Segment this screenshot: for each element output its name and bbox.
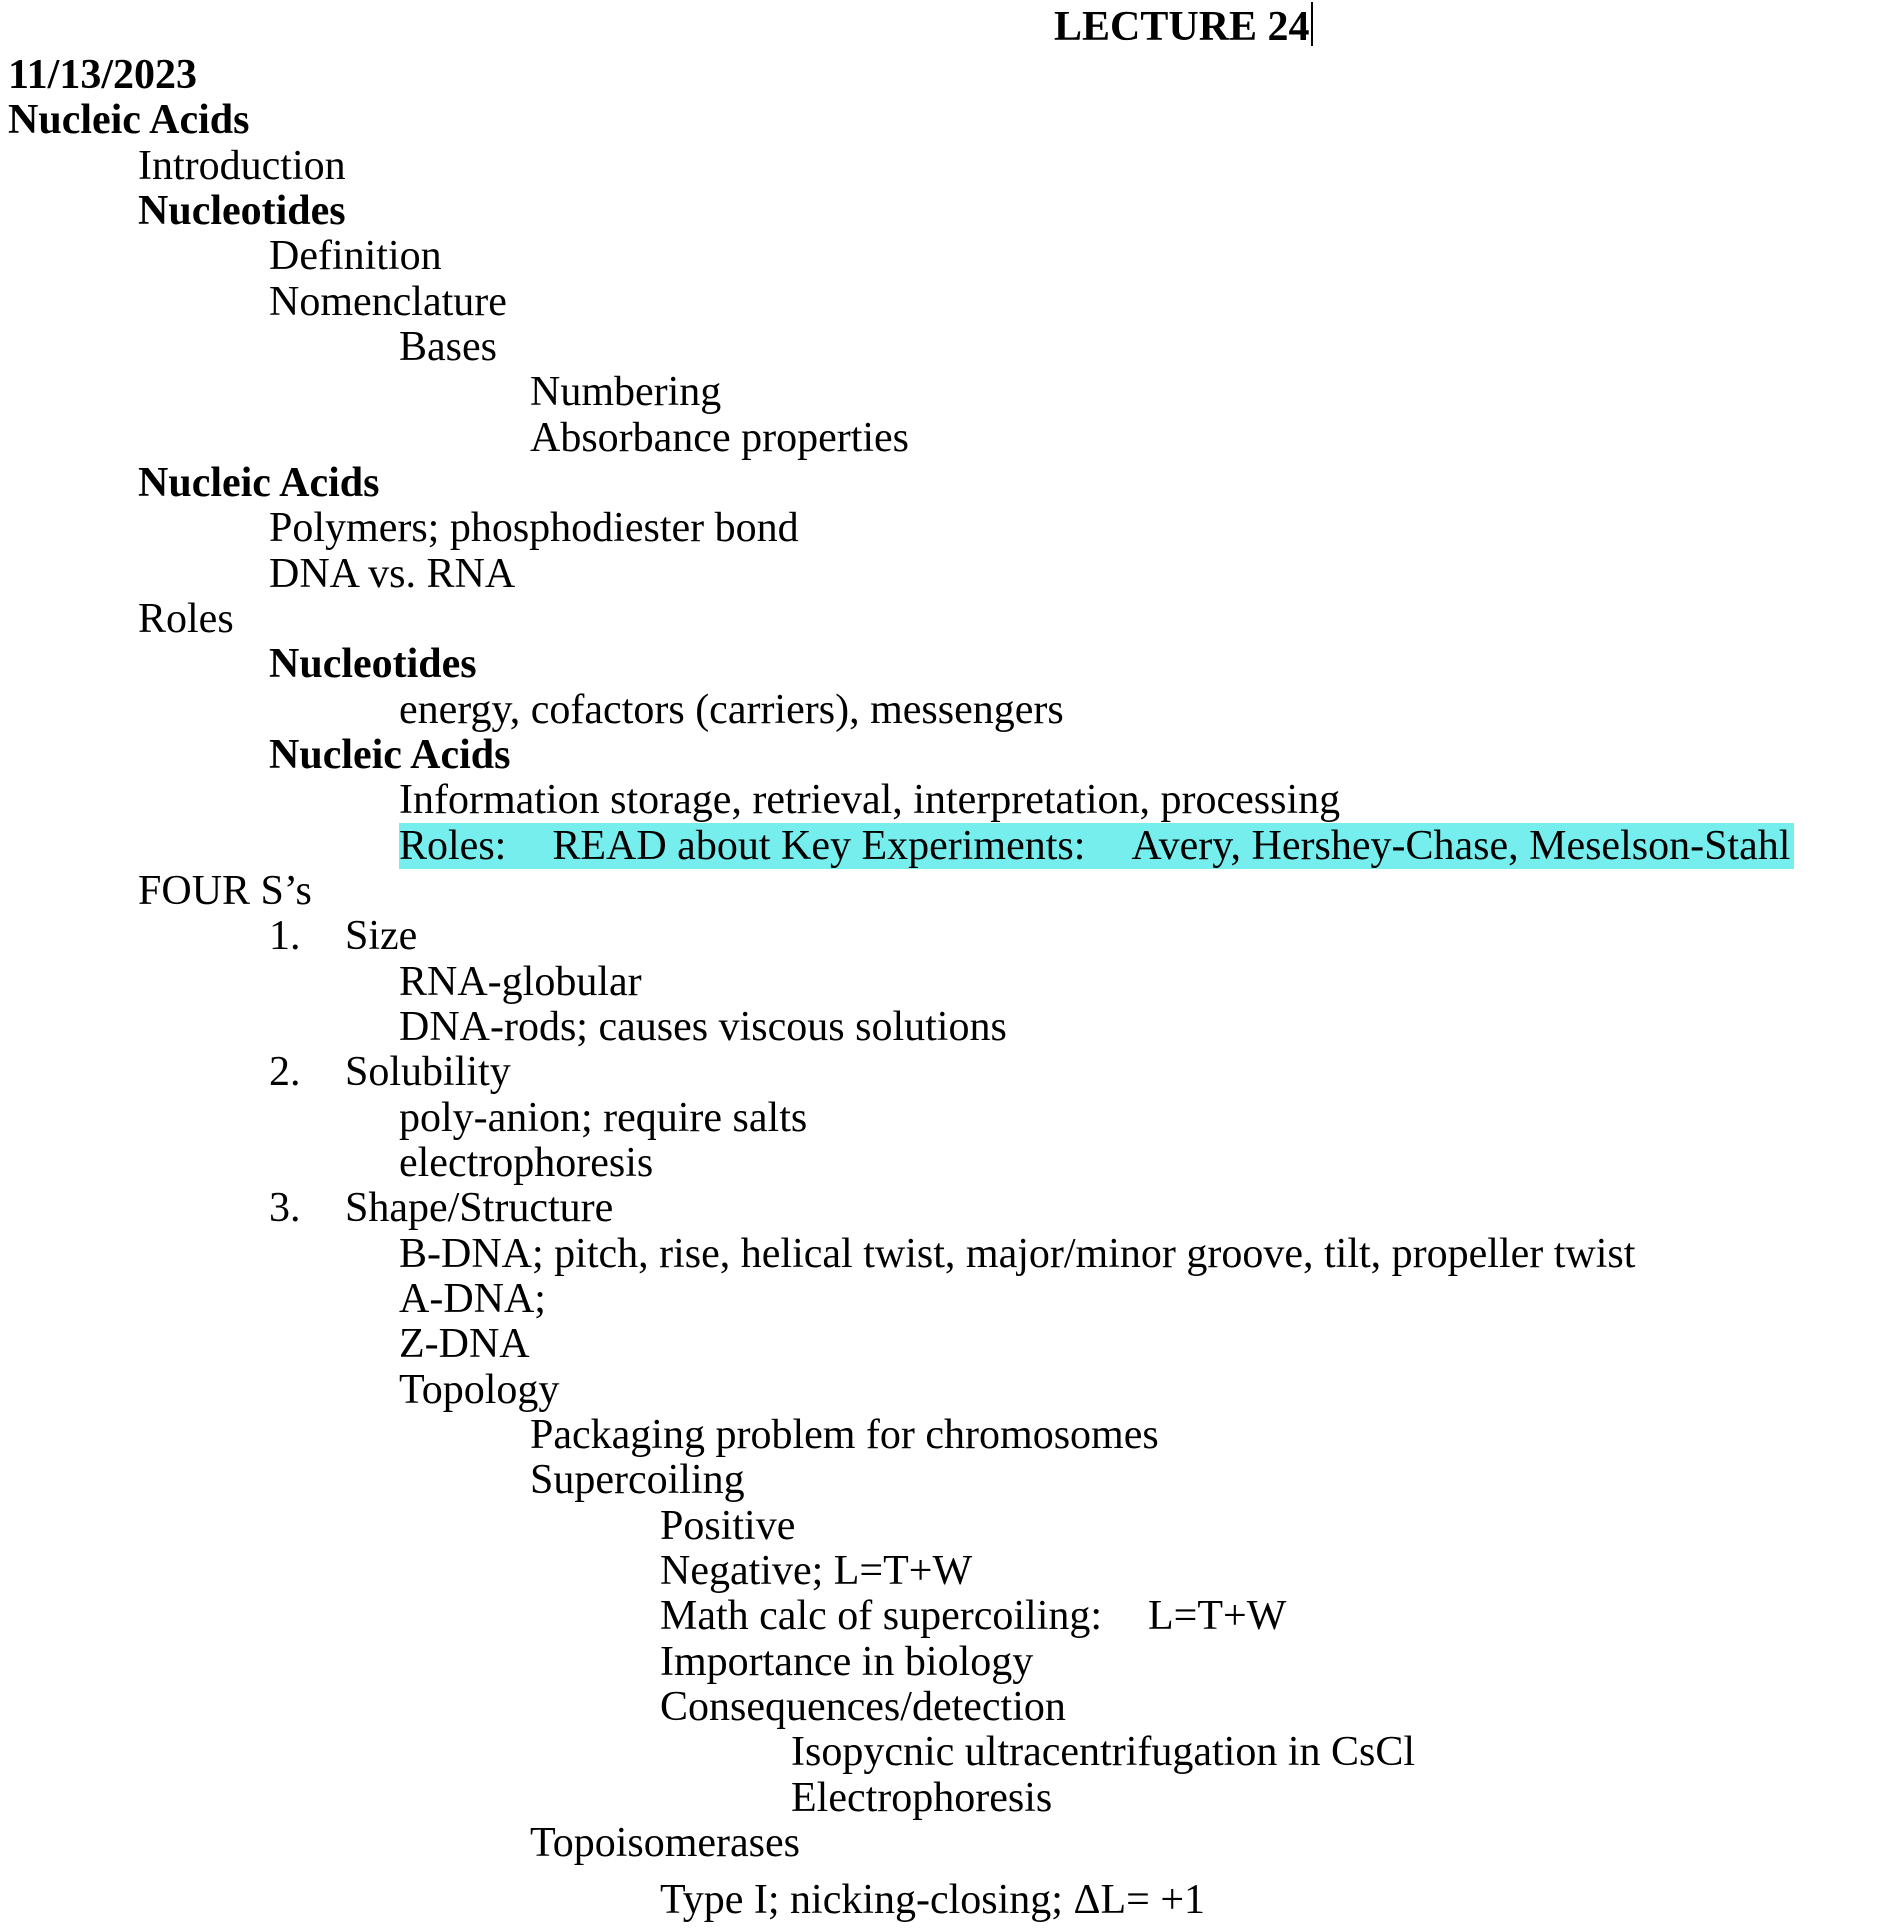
outline-z-dna: Z-DNA	[399, 1321, 530, 1367]
outline-importance: Importance in biology	[660, 1639, 1034, 1685]
lecture-date: 11/13/2023	[8, 52, 198, 98]
outline-numbering: Numbering	[530, 369, 722, 415]
outline-nucleic-acids-heading: Nucleic Acids	[138, 460, 380, 506]
list-number: 3.	[269, 1185, 301, 1231]
outline-nucleotides-heading: Nucleotides	[138, 188, 346, 234]
list-label: Solubility	[345, 1049, 511, 1095]
math-label: Math calc of supercoiling:	[660, 1593, 1103, 1639]
outline-dna-vs-rna: DNA vs. RNA	[269, 551, 516, 597]
topic-heading: Nucleic Acids	[8, 97, 250, 143]
list-label: Size	[345, 913, 418, 959]
outline-nucleotide-roles: energy, cofactors (carriers), messengers	[399, 687, 1064, 733]
outline-packaging: Packaging problem for chromosomes	[530, 1412, 1159, 1458]
math-formula: L=T+W	[1148, 1593, 1287, 1639]
outline-topology: Topology	[399, 1367, 560, 1413]
outline-negative: Negative; L=T+W	[660, 1548, 973, 1594]
outline-consequences: Consequences/detection	[660, 1684, 1066, 1730]
outline-topoisomerases: Topoisomerases	[530, 1820, 801, 1866]
outline-type-one: Type I; nicking-closing; ΔL= +1	[660, 1877, 1206, 1923]
outline-electrophoresis-detection: Electrophoresis	[791, 1775, 1053, 1821]
list-number: 2.	[269, 1049, 301, 1095]
highlight-read: READ about Key Experiments:	[552, 823, 1086, 869]
list-label: Shape/Structure	[345, 1185, 614, 1231]
outline-roles-nucleotides: Nucleotides	[269, 641, 477, 687]
highlight-label: Roles:	[399, 823, 507, 869]
outline-a-dna: A-DNA;	[399, 1276, 546, 1322]
highlighted-key-experiments	[399, 823, 1794, 869]
outline-isopycnic: Isopycnic ultracentrifugation in CsCl	[791, 1729, 1416, 1775]
outline-shape-item	[269, 1185, 613, 1231]
highlight-experiments: Avery, Hershey-Chase, Meselson-Stahl	[1131, 823, 1791, 869]
list-number: 1.	[269, 913, 301, 959]
outline-math-calc	[660, 1593, 1286, 1639]
outline-poly-anion: poly-anion; require salts	[399, 1095, 808, 1141]
outline-nucleic-acid-roles: Information storage, retrieval, interpretation, processing	[399, 777, 1341, 823]
outline-dna-rods: DNA-rods; causes viscous solutions	[399, 1004, 1007, 1050]
outline-b-dna: B-DNA; pitch, rise, helical twist, major/minor groove, tilt, propeller twist	[399, 1231, 1636, 1277]
outline-introduction: Introduction	[138, 143, 346, 189]
outline-positive: Positive	[660, 1503, 796, 1549]
text-cursor	[1311, 2, 1313, 46]
outline-roles-heading: Roles	[138, 596, 234, 642]
lecture-title-text: LECTURE 24	[1054, 4, 1310, 50]
outline-electrophoresis-solubility: electrophoresis	[399, 1140, 654, 1186]
outline-solubility-item	[269, 1049, 511, 1095]
outline-four-s-heading: FOUR S’s	[138, 868, 312, 914]
outline-absorbance: Absorbance properties	[530, 415, 910, 461]
lecture-title	[1054, 2, 1313, 52]
outline-nomenclature: Nomenclature	[269, 279, 507, 325]
outline-size-item	[269, 913, 417, 959]
outline-supercoiling: Supercoiling	[530, 1457, 745, 1503]
outline-definition: Definition	[269, 233, 442, 279]
outline-rna-globular: RNA-globular	[399, 959, 642, 1005]
outline-roles-nucleic-acids: Nucleic Acids	[269, 732, 511, 778]
outline-bases: Bases	[399, 324, 497, 370]
outline-polymers: Polymers; phosphodiester bond	[269, 505, 799, 551]
